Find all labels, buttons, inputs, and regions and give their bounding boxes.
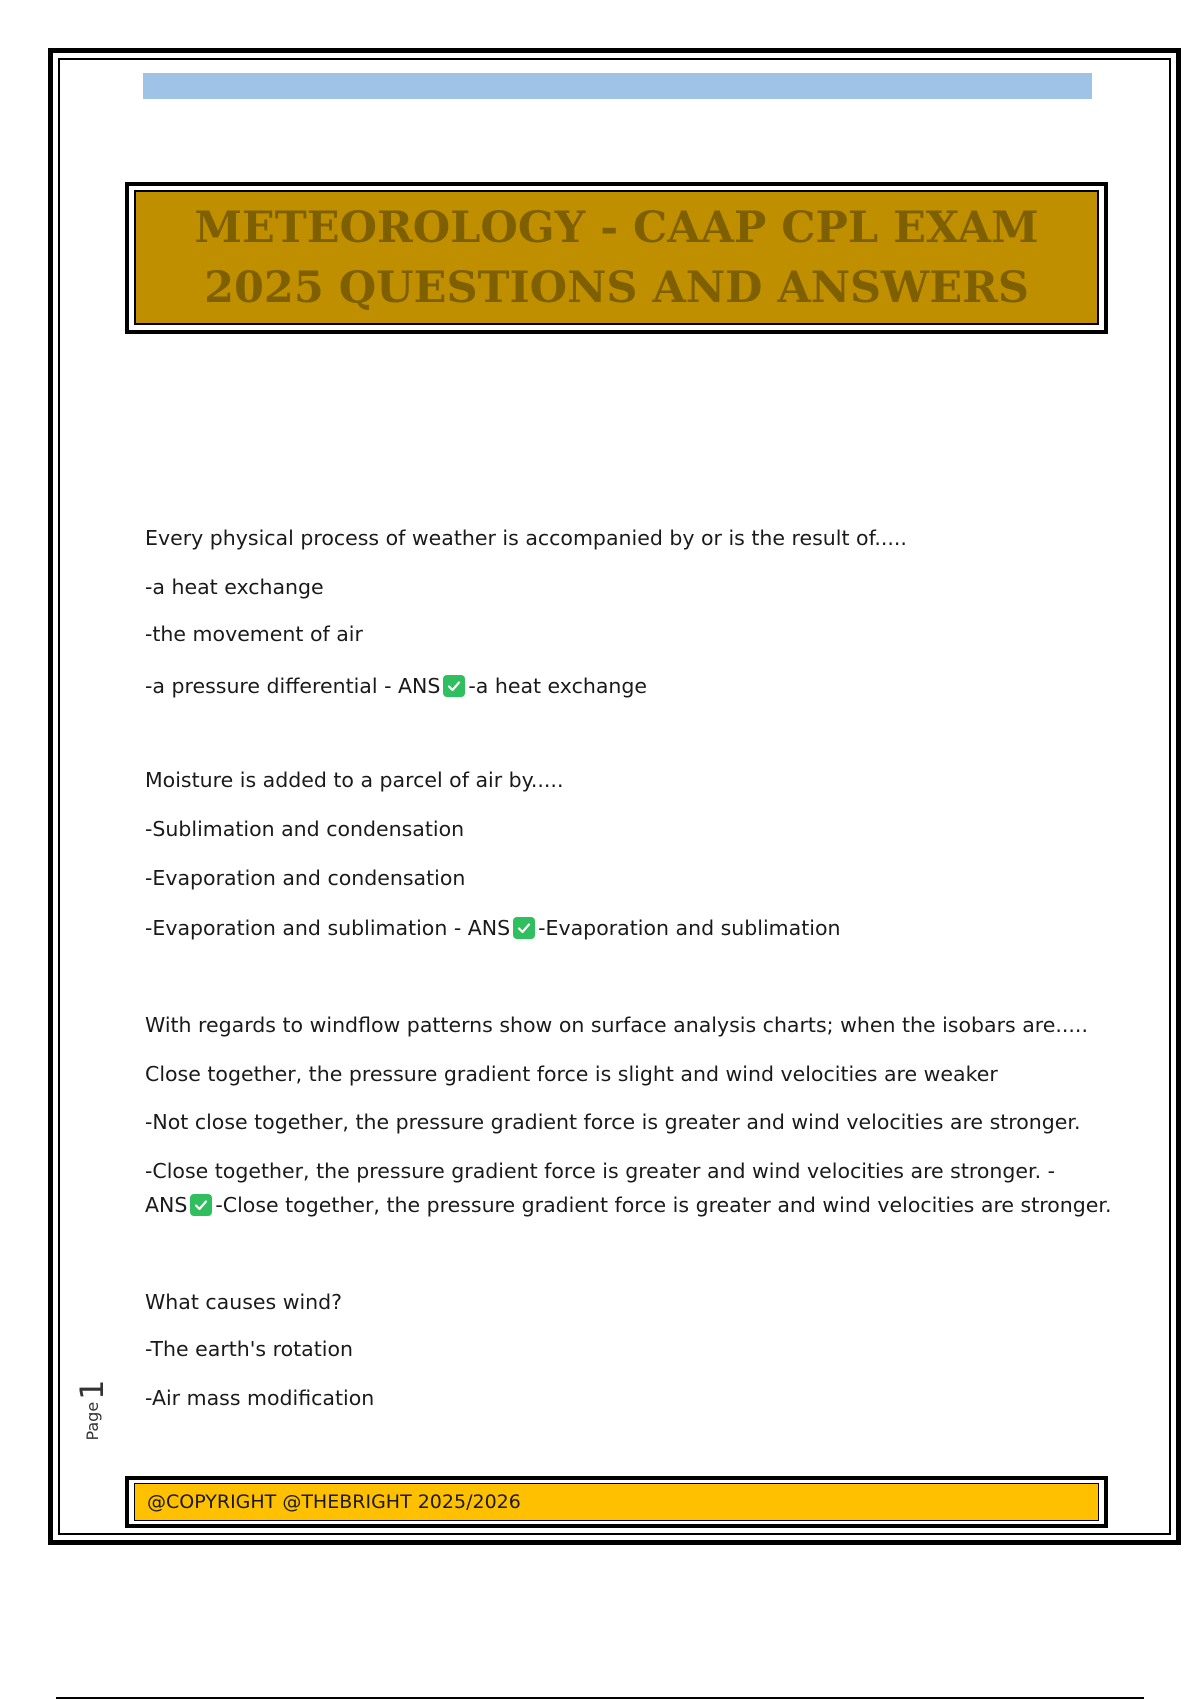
question-4-text: What causes wind? xyxy=(145,1290,343,1314)
page-number: 1 xyxy=(73,1379,111,1400)
check-mark-icon xyxy=(443,675,465,697)
question-3-ans-label: ANS xyxy=(145,1193,188,1217)
title-line-2: 2025 QUESTIONS AND ANSWERS xyxy=(204,262,1029,313)
question-2-text: Moisture is added to a parcel of air by..... xyxy=(145,768,564,792)
question-2-option-3: -Evaporation and sublimation - ANS xyxy=(145,916,511,940)
question-2-answer-line xyxy=(145,916,840,940)
question-2-option-2: -Evaporation and condensation xyxy=(145,866,466,890)
question-1-answer: -a heat exchange xyxy=(468,674,648,698)
question-3-text: With regards to windflow patterns show on surface analysis charts; when the isobars are..... xyxy=(145,1013,1088,1037)
question-3-option-1: Close together, the pressure gradient force is slight and wind velocities are weaker xyxy=(145,1062,998,1086)
question-2-option-1: -Sublimation and condensation xyxy=(145,817,465,841)
footer-bar xyxy=(134,1483,1099,1521)
question-3-option-2: -Not close together, the pressure gradient force is greater and wind velocities are stronger. xyxy=(145,1110,1081,1134)
title-box xyxy=(134,190,1099,325)
question-1-option-3: -a pressure differential - ANS xyxy=(145,674,441,698)
question-1-text: Every physical process of weather is accompanied by or is the result of..... xyxy=(145,526,907,550)
page-word: Page xyxy=(82,1401,102,1441)
question-4-option-1: -The earth's rotation xyxy=(145,1337,354,1361)
header-color-bar xyxy=(143,73,1092,99)
question-4-option-2: -Air mass modification xyxy=(145,1386,375,1410)
check-mark-icon xyxy=(190,1194,212,1216)
question-3-answer-line xyxy=(145,1193,1111,1217)
title-line-1: METEOROLOGY - CAAP CPL EXAM xyxy=(194,202,1039,253)
check-mark-icon xyxy=(513,917,535,939)
question-2-answer: -Evaporation and sublimation xyxy=(538,916,841,940)
question-1-option-1: -a heat exchange xyxy=(145,575,324,599)
question-1-answer-line xyxy=(145,674,647,698)
question-3-answer: -Close together, the pressure gradient force is greater and wind velocities are stronger. xyxy=(215,1193,1112,1217)
page-number-label xyxy=(72,1370,112,1450)
bottom-rule xyxy=(56,1697,1144,1699)
question-1-option-2: -the movement of air xyxy=(145,622,363,646)
question-3-option-3: -Close together, the pressure gradient force is greater and wind velocities are stronger. - xyxy=(145,1159,1056,1183)
copyright-text: @COPYRIGHT @THEBRIGHT 2025/2026 xyxy=(147,1491,521,1513)
